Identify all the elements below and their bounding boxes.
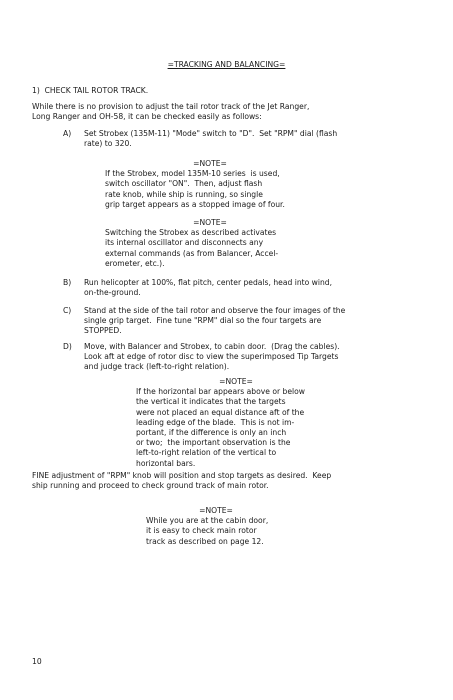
item-d-text <box>84 342 340 373</box>
note-3-line: or two; the important observation is the <box>136 438 291 448</box>
fine-adjustment-line: ship running and proceed to check ground track of main rotor. <box>32 481 269 491</box>
note-1-line: If the Strobex, model 135M-10 series is used, <box>105 169 280 179</box>
item-c-letter: C) <box>63 306 72 315</box>
note-3-line: portant, if the difference is only an inch <box>136 428 287 438</box>
page-number: 10 <box>32 657 42 666</box>
note-1-line: rate knob, while ship is running, so single <box>105 189 263 199</box>
note-4-heading: =NOTE= <box>199 506 233 515</box>
item-c-line: Stand at the side of the tail rotor and observe the four images of the <box>84 306 346 315</box>
intro-line: While there is no provision to adjust the tail rotor track of the Jet Ranger, <box>32 102 310 111</box>
note-3-line: were not placed an equal distance aft of the <box>136 407 305 417</box>
note-2-heading: =NOTE= <box>193 218 227 227</box>
note-2-line: its internal oscillator and disconnects any <box>105 238 264 248</box>
item-c-text <box>84 306 345 337</box>
note-4 <box>146 506 286 547</box>
note-3 <box>136 377 336 469</box>
note-1-line: grip target appears as a stopped image of four. <box>105 199 285 209</box>
item-a-line: Set Strobex (135M-11) "Mode" switch to "D". Set "RPM" dial (flash <box>84 129 338 138</box>
note-3-line: If the horizontal bar appears above or below <box>136 387 305 397</box>
item-c-line: single grip target. Fine tune "RPM" dial so the four targets are <box>84 316 322 326</box>
section-heading: 1) CHECK TAIL ROTOR TRACK. <box>32 86 149 95</box>
fine-adjustment-paragraph <box>32 471 331 491</box>
item-b-text <box>84 278 332 298</box>
item-d-line: and judge track (left-to-right relation). <box>84 362 230 372</box>
item-d-letter: D) <box>63 342 72 351</box>
note-1 <box>105 159 315 210</box>
note-3-line: horizontal bars. <box>136 458 196 468</box>
intro-paragraph <box>32 102 309 122</box>
note-2-line: external commands (as from Balancer, Accel- <box>105 248 279 258</box>
note-1-line: switch oscillator "ON". Then, adjust flash <box>105 179 263 189</box>
fine-adjustment-line: FINE adjustment of "RPM" knob will position and stop targets as desired. Keep <box>32 471 332 480</box>
note-1-heading: =NOTE= <box>193 159 227 168</box>
item-d-line: Move, with Balancer and Strobex, to cabin door. (Drag the cables). <box>84 342 340 351</box>
item-a-text <box>84 129 337 149</box>
note-4-line: While you are at the cabin door, <box>146 516 269 526</box>
note-2-line: Switching the Strobex as described activates <box>105 228 277 238</box>
intro-line: Long Ranger and OH-58, it can be checked easily as follows: <box>32 112 262 122</box>
item-d-line: Look aft at edge of rotor disc to view the superimposed Tip Targets <box>84 352 339 362</box>
note-4-line: track as described on page 12. <box>146 536 264 546</box>
item-b-letter: B) <box>63 278 72 287</box>
item-a-letter: A) <box>63 129 72 138</box>
item-a-line: rate) to 320. <box>84 139 132 149</box>
note-3-line: left-to-right relation of the vertical to <box>136 448 277 458</box>
item-b-line: on-the-ground. <box>84 288 141 298</box>
note-3-line: leading edge of the blade. This is not im- <box>136 417 295 427</box>
note-2-line: erometer, etc.). <box>105 258 165 268</box>
note-3-heading: =NOTE= <box>219 377 253 386</box>
page-title: =TRACKING AND BALANCING= <box>167 60 286 69</box>
note-3-line: the vertical it indicates that the targets <box>136 397 286 407</box>
note-2 <box>105 218 315 269</box>
item-c-line: STOPPED. <box>84 326 122 336</box>
item-b-line: Run helicopter at 100%, flat pitch, center pedals, head into wind, <box>84 278 333 287</box>
note-4-line: it is easy to check main rotor <box>146 526 257 536</box>
